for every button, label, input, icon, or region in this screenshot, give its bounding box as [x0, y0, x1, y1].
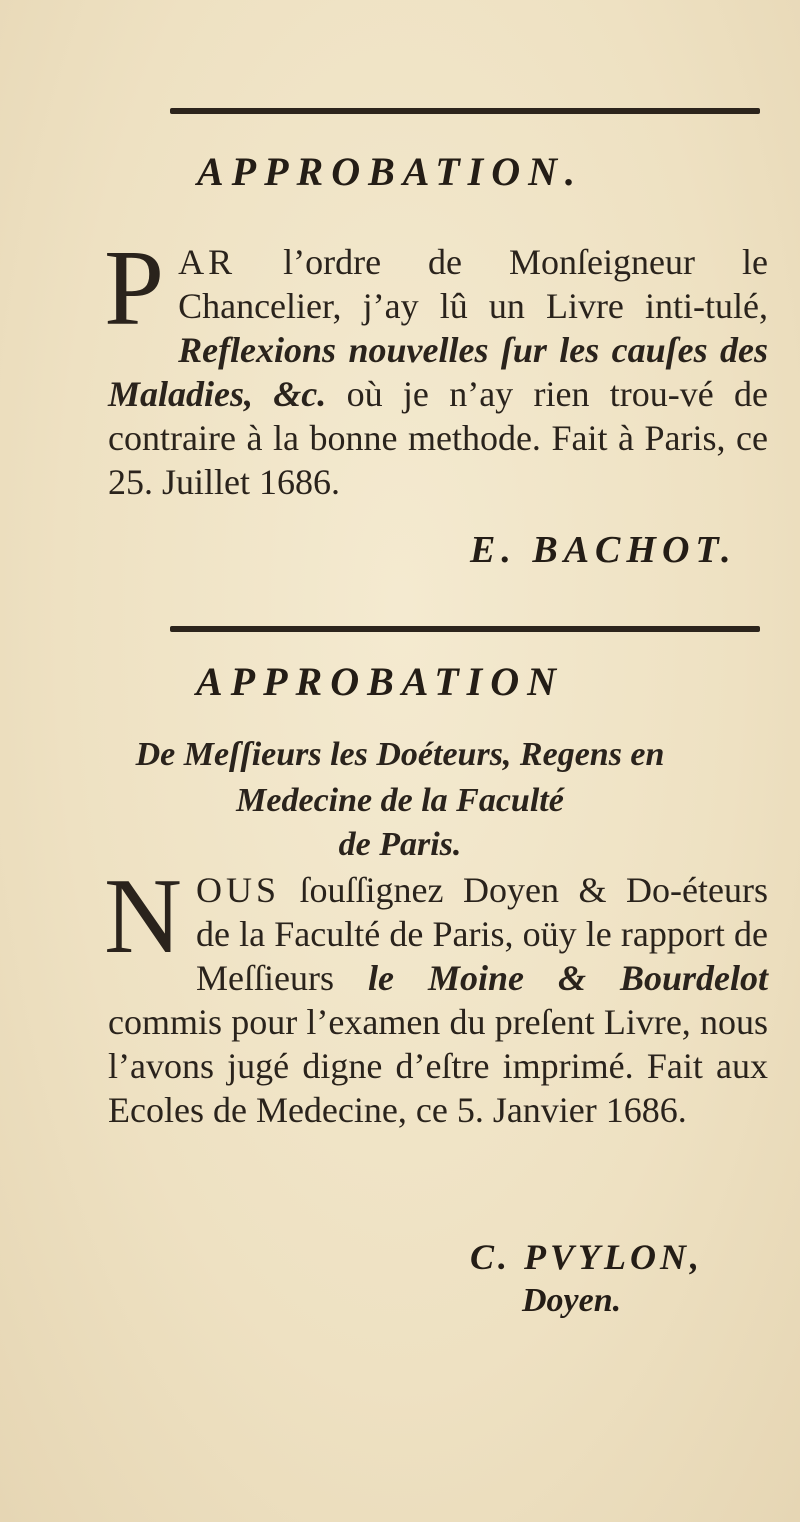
subtitle-line-1: De Meſſieurs les Doéteurs, Regens en	[135, 736, 665, 773]
approbation-paragraph-1	[104, 229, 768, 504]
approbation-paragraph-2	[104, 857, 768, 1132]
signature-bachot: E. BACHOT.	[470, 529, 737, 571]
paragraph-1-text-b: où je n’ay rien trou-vé de contraire à la bonne methode. Fait à Paris, ce 25. Juillet 1686.	[108, 374, 768, 502]
middle-rule	[170, 626, 760, 632]
signature-puylon: C. PVYLON,	[470, 1237, 703, 1277]
approbation-heading-2: APPROBATION	[195, 659, 565, 704]
top-rule	[170, 108, 760, 114]
paragraph-2-text-b: commis pour l’examen du preſent Livre, nous l’avons jugé digne d’eſtre imprimé. Fait aux Ecoles de Medecine, ce 5. Janvier 1686.	[108, 1002, 768, 1130]
dropcap-n: N	[104, 857, 182, 976]
signature-title-doyen: Doyen.	[522, 1282, 622, 1319]
approbation-heading-1: APPROBATION.	[196, 149, 584, 194]
subtitle-line-2: Medecine de la Faculté	[236, 782, 564, 819]
subtitle-line-3: de Paris.	[338, 826, 462, 863]
dropcap-p: P	[104, 229, 165, 348]
paragraph-1-text-a: l’ordre de Monſeigneur le Chancelier, j’ay lû un Livre inti-tulé,	[178, 242, 768, 326]
paragraph-2-text-a: ſouſſignez Doyen & Do-éteurs de la Faculté de Paris, oüy le rapport de Meſſieurs	[196, 870, 768, 998]
referee-names: le Moine & Bourdelot	[367, 958, 768, 998]
book-title: Reflexions nouvelles ſur les cauſes des Maladies, &c.	[108, 330, 768, 414]
lead-caps-2: OUS	[196, 870, 281, 910]
lead-caps-1: AR	[178, 242, 237, 282]
